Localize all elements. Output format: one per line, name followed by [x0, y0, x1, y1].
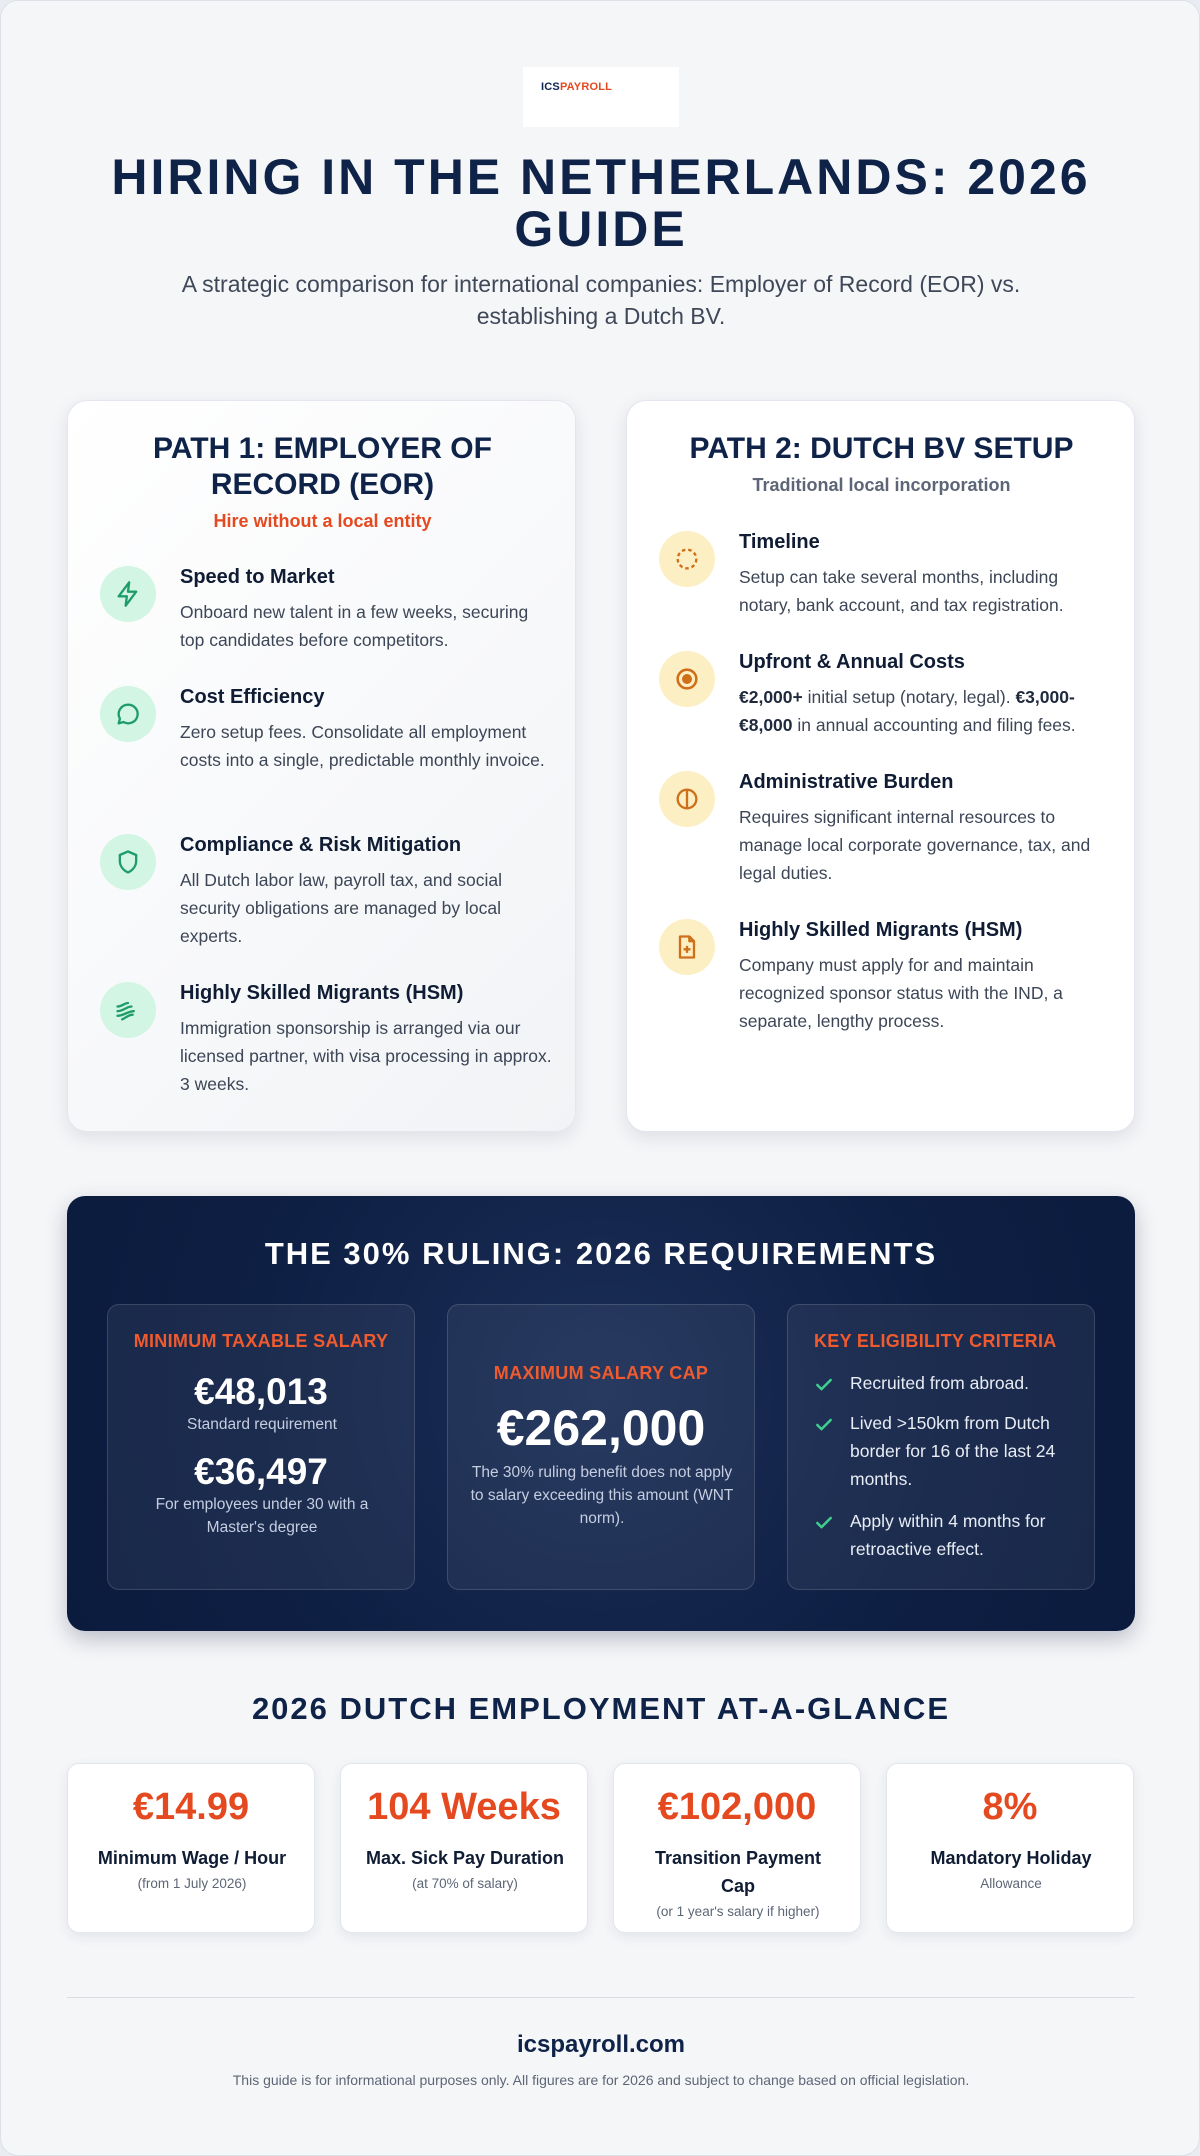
feature-title: Cost Efficiency [180, 686, 325, 708]
max-cap-box [447, 1304, 755, 1590]
stat-label: Max. Sick Pay Duration [365, 1848, 565, 1868]
feature-description: Setup can take several months, including notary, bank account, and tax registration. [739, 567, 1064, 615]
feature-description: Requires significant internal resources to manage local corporate governance, tax, and legal duties. [739, 807, 1091, 883]
stat-card-sick-pay [340, 1763, 588, 1933]
bv-card-title: PATH 2: DUTCH BV SETUP [689, 432, 1074, 465]
feature-description: €2,000+ initial setup (notary, legal). €3,000-€8,000 in annual accounting and filing fees. [739, 687, 1076, 735]
footer-divider [67, 1997, 1135, 1998]
stat-card-transition-payment [613, 1763, 861, 1933]
criteria-box [787, 1304, 1095, 1590]
eor-card-title: PATH 1: EMPLOYER OF RECORD (EOR) [153, 432, 492, 501]
company-logo [523, 67, 679, 127]
check-icon [814, 1513, 834, 1533]
bv-card-subtitle: Traditional local incorporation [752, 475, 1011, 495]
document-plus-icon [659, 919, 715, 975]
min-salary-standard-note: Standard requirement [187, 1416, 337, 1433]
footer-website: icspayroll.com [516, 2031, 686, 2058]
ruling-title: THE 30% RULING: 2026 REQUIREMENTS [264, 1236, 938, 1271]
feature-description: All Dutch labor law, payroll tax, and social security obligations are managed by local experts. [180, 870, 502, 946]
feature-title: Timeline [739, 531, 820, 553]
eor-card-subtitle: Hire without a local entity [213, 511, 432, 531]
min-salary-under30-value: €36,497 [194, 1451, 328, 1492]
stat-value: 104 Weeks [367, 1786, 561, 1828]
stat-value: 8% [982, 1786, 1038, 1828]
logo-wordmark: ICSPAYROLL [541, 81, 613, 93]
glance-title: 2026 DUTCH EMPLOYMENT AT-A-GLANCE [251, 1691, 951, 1726]
min-salary-under30-note: For employees under 30 with a Master's degree [155, 1496, 369, 1536]
feature-title: Highly Skilled Migrants (HSM) [739, 919, 1023, 941]
stat-label: Minimum Wage / Hour [97, 1848, 287, 1868]
page-subtitle: A strategic comparison for international companies: Employer of Record (EOR) vs. establishing a Dutch BV. [181, 271, 1021, 329]
max-cap-label: MAXIMUM SALARY CAP [493, 1363, 709, 1383]
split-circle-icon [659, 771, 715, 827]
eor-path-card [67, 400, 576, 1132]
stat-label: Transition Payment Cap [654, 1848, 822, 1896]
ruling-section [67, 1196, 1135, 1631]
min-salary-box [107, 1304, 415, 1590]
wind-icon [100, 982, 156, 1038]
stat-note: (or 1 year's salary if higher) [656, 1904, 820, 1919]
feature-description: Immigration sponsorship is arranged via our licensed partner, with visa processing in approx. 3 weeks. [180, 1018, 552, 1094]
min-salary-label: MINIMUM TAXABLE SALARY [133, 1331, 389, 1351]
max-cap-value: €262,000 [496, 1400, 706, 1456]
shield-icon [100, 834, 156, 890]
chat-bubble-icon [100, 686, 156, 742]
dashed-circle-icon [659, 531, 715, 587]
target-icon [659, 651, 715, 707]
stat-note: (from 1 July 2026) [137, 1876, 247, 1891]
stat-label: Mandatory Holiday [930, 1848, 1092, 1868]
stat-card-holiday-allowance [886, 1763, 1134, 1933]
check-icon [814, 1415, 834, 1435]
feature-description: Company must apply for and maintain recognized sponsor status with the IND, a separate, lengthy process. [739, 955, 1063, 1031]
feature-description: Onboard new talent in a few weeks, securing top candidates before competitors. [180, 602, 529, 650]
criteria-label: KEY ELIGIBILITY CRITERIA [814, 1331, 1057, 1351]
check-icon [814, 1375, 834, 1395]
feature-title: Speed to Market [180, 566, 335, 588]
feature-title: Highly Skilled Migrants (HSM) [180, 982, 464, 1004]
lightning-bolt-icon [100, 566, 156, 622]
min-salary-standard-value: €48,013 [194, 1371, 328, 1412]
max-cap-note: The 30% ruling benefit does not apply to salary exceeding this amount (WNT norm). [470, 1464, 734, 1527]
feature-title: Upfront & Annual Costs [739, 651, 965, 673]
stat-card-minimum-wage [67, 1763, 315, 1933]
criteria-item: Recruited from abroad. [814, 1369, 1076, 1397]
bv-path-card [626, 400, 1135, 1132]
criteria-item: Apply within 4 months for retroactive effect. [814, 1507, 1076, 1563]
stat-note: Allowance [980, 1876, 1042, 1891]
stat-note: (at 70% of salary) [412, 1876, 518, 1891]
page-title: HIRING IN THE NETHERLANDS: 2026 GUIDE [111, 149, 1091, 257]
feature-title: Compliance & Risk Mitigation [180, 834, 462, 856]
stat-value: €102,000 [657, 1786, 817, 1828]
criteria-item: Lived >150km from Dutch border for 16 of the last 24 months. [814, 1409, 1076, 1493]
feature-description: Zero setup fees. Consolidate all employment costs into a single, predictable monthly invoice. [180, 722, 545, 770]
footer-disclaimer: This guide is for informational purposes only. All figures are for 2026 and subject to change based on official legislation. [232, 2072, 970, 2088]
stat-value: €14.99 [132, 1786, 250, 1828]
feature-title: Administrative Burden [739, 771, 954, 793]
